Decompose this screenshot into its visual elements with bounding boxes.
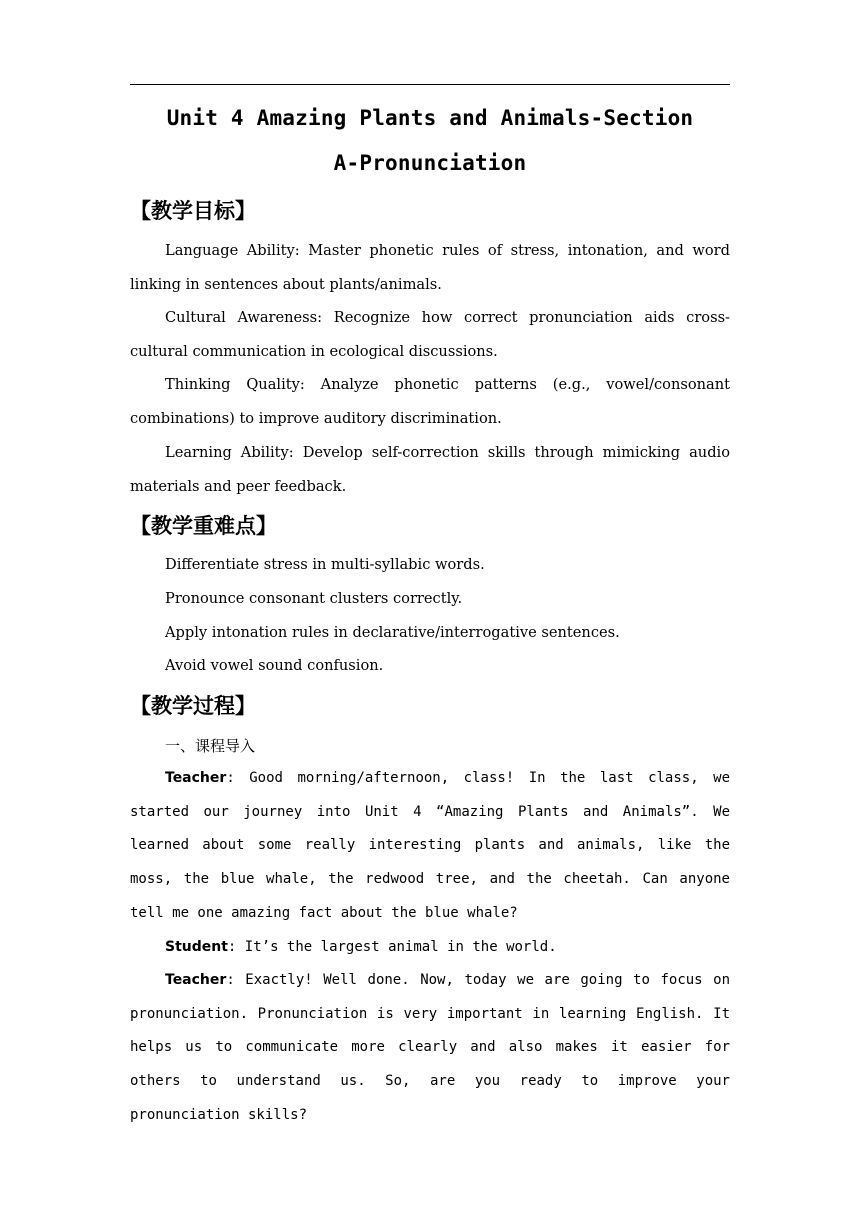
dialogue-text: : Good morning/afternoon, class! In the last class, we started our journey into Unit 4 “Amazing Plants and Animals”. We learned about some really interesting plants and animals, like the moss, the blue whale, the redwood tree, and the cheetah. Can anyone tell me one amazing fact about the blue whale?	[130, 770, 730, 921]
objective-paragraph: Language Ability: Master phonetic rules of stress, intonation, and word linking in sentences about plants/animals.	[130, 242, 730, 293]
objective-paragraph: Thinking Quality: Analyze phonetic patterns (e.g., vowel/consonant combinations) to improve auditory discrimination.	[130, 376, 730, 427]
process-heading: 【教学过程】	[130, 694, 256, 718]
key-point-item: Differentiate stress in multi-syllabic words.	[165, 556, 485, 573]
key-point-item: Avoid vowel sound confusion.	[165, 657, 384, 674]
objective-paragraph: Cultural Awareness: Recognize how correct pronunciation aids cross-cultural communication in ecological discussions.	[130, 309, 730, 360]
section-title-lead-in: 一、课程导入	[165, 737, 256, 755]
objectives-heading: 【教学目标】	[130, 199, 256, 223]
dialogue-line	[130, 964, 730, 1133]
speaker-label: Student	[165, 939, 228, 955]
dialogue-text: : Exactly! Well done. Now, today we are going to focus on pronunciation. Pronunciation is very important in learning English. It helps us to communicate more clearly and also makes it easier for others to understand us. So, are you ready to improve your pronunciation skills?	[130, 972, 730, 1123]
header-rule	[130, 84, 730, 85]
key-point-item: Apply intonation rules in declarative/interrogative sentences.	[165, 624, 620, 641]
speaker-label: Teacher	[165, 770, 227, 786]
key-point-item: Pronounce consonant clusters correctly.	[165, 590, 463, 607]
dialogue-text: : It’s the largest animal in the world.	[227, 939, 557, 955]
speaker-label: Teacher	[165, 972, 227, 988]
key-points-heading: 【教学重难点】	[130, 514, 277, 538]
document-title-line-1: Unit 4 Amazing Plants and Animals-Section	[166, 106, 694, 130]
objective-paragraph: Learning Ability: Develop self-correction skills through mimicking audio materials and peer feedback.	[130, 444, 730, 495]
dialogue-line	[130, 931, 730, 965]
dialogue-line	[130, 762, 730, 931]
document-title-line-2: A-Pronunciation	[333, 151, 527, 175]
